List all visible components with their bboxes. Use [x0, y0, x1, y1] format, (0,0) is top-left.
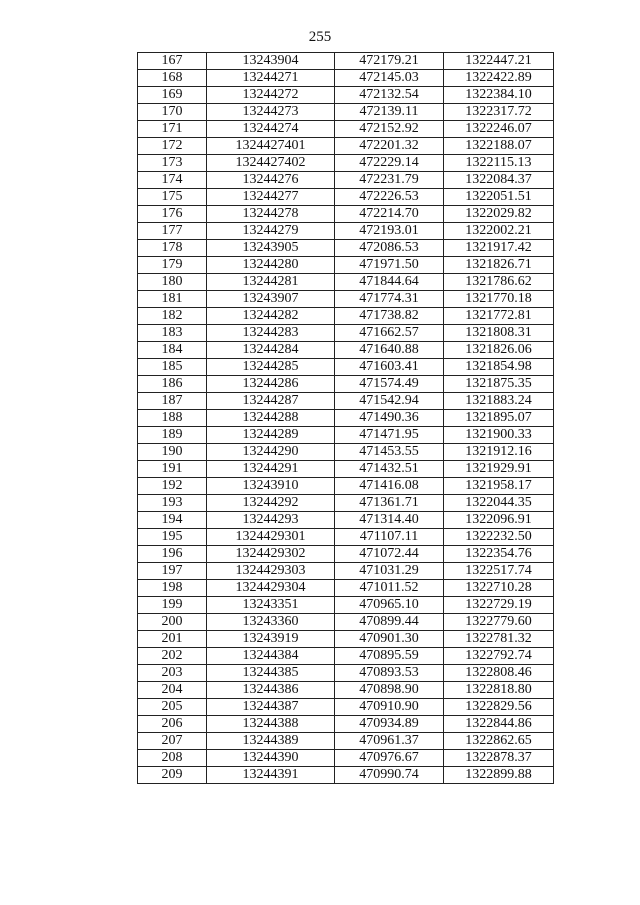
- x-coordinate-cell: 471031.29: [335, 563, 444, 580]
- table-row: [138, 291, 554, 308]
- row-index-cell: 203: [138, 665, 207, 682]
- x-coordinate-cell: 470990.74: [335, 767, 444, 784]
- table-row: [138, 682, 554, 699]
- point-id-cell: 13243919: [207, 631, 335, 648]
- y-coordinate-cell: 1322808.46: [444, 665, 554, 682]
- row-index-cell: 198: [138, 580, 207, 597]
- point-id-cell: 1324429303: [207, 563, 335, 580]
- y-coordinate-cell: 1322029.82: [444, 206, 554, 223]
- y-coordinate-cell: 1322779.60: [444, 614, 554, 631]
- x-coordinate-cell: 470901.30: [335, 631, 444, 648]
- x-coordinate-cell: 472201.32: [335, 138, 444, 155]
- table-row: [138, 53, 554, 70]
- row-index-cell: 183: [138, 325, 207, 342]
- row-index-cell: 194: [138, 512, 207, 529]
- y-coordinate-cell: 1322115.13: [444, 155, 554, 172]
- y-coordinate-cell: 1321883.24: [444, 393, 554, 410]
- y-coordinate-cell: 1322517.74: [444, 563, 554, 580]
- row-index-cell: 172: [138, 138, 207, 155]
- point-id-cell: 13243351: [207, 597, 335, 614]
- x-coordinate-cell: 470934.89: [335, 716, 444, 733]
- x-coordinate-cell: 470898.90: [335, 682, 444, 699]
- x-coordinate-cell: 472226.53: [335, 189, 444, 206]
- y-coordinate-cell: 1321826.06: [444, 342, 554, 359]
- y-coordinate-cell: 1322781.32: [444, 631, 554, 648]
- y-coordinate-cell: 1322051.51: [444, 189, 554, 206]
- y-coordinate-cell: 1322084.37: [444, 172, 554, 189]
- point-id-cell: 13244281: [207, 274, 335, 291]
- point-id-cell: 13244384: [207, 648, 335, 665]
- x-coordinate-cell: 471471.95: [335, 427, 444, 444]
- y-coordinate-cell: 1321929.91: [444, 461, 554, 478]
- point-id-cell: 13244293: [207, 512, 335, 529]
- point-id-cell: 13244278: [207, 206, 335, 223]
- point-id-cell: 13244273: [207, 104, 335, 121]
- table-row: [138, 563, 554, 580]
- row-index-cell: 209: [138, 767, 207, 784]
- row-index-cell: 177: [138, 223, 207, 240]
- row-index-cell: 190: [138, 444, 207, 461]
- y-coordinate-cell: 1322044.35: [444, 495, 554, 512]
- point-id-cell: 13243907: [207, 291, 335, 308]
- point-id-cell: 1324429304: [207, 580, 335, 597]
- row-index-cell: 197: [138, 563, 207, 580]
- table-row: [138, 393, 554, 410]
- x-coordinate-cell: 471738.82: [335, 308, 444, 325]
- row-index-cell: 191: [138, 461, 207, 478]
- table-row: [138, 427, 554, 444]
- y-coordinate-cell: 1322729.19: [444, 597, 554, 614]
- x-coordinate-cell: 472132.54: [335, 87, 444, 104]
- row-index-cell: 205: [138, 699, 207, 716]
- table-row: [138, 121, 554, 138]
- y-coordinate-cell: 1322829.56: [444, 699, 554, 716]
- table-row: [138, 597, 554, 614]
- row-index-cell: 199: [138, 597, 207, 614]
- table-row: [138, 699, 554, 716]
- x-coordinate-cell: 471603.41: [335, 359, 444, 376]
- row-index-cell: 195: [138, 529, 207, 546]
- y-coordinate-cell: 1321786.62: [444, 274, 554, 291]
- row-index-cell: 192: [138, 478, 207, 495]
- point-id-cell: 13244390: [207, 750, 335, 767]
- point-id-cell: 13244277: [207, 189, 335, 206]
- x-coordinate-cell: 471774.31: [335, 291, 444, 308]
- y-coordinate-cell: 1322232.50: [444, 529, 554, 546]
- x-coordinate-cell: 471361.71: [335, 495, 444, 512]
- point-id-cell: 13244283: [207, 325, 335, 342]
- x-coordinate-cell: 470895.59: [335, 648, 444, 665]
- point-id-cell: 13244276: [207, 172, 335, 189]
- table-row: [138, 529, 554, 546]
- point-id-cell: 13244282: [207, 308, 335, 325]
- y-coordinate-cell: 1321770.18: [444, 291, 554, 308]
- table-row: [138, 359, 554, 376]
- point-id-cell: 13244286: [207, 376, 335, 393]
- row-index-cell: 168: [138, 70, 207, 87]
- table-row: [138, 750, 554, 767]
- x-coordinate-cell: 471844.64: [335, 274, 444, 291]
- y-coordinate-cell: 1321900.33: [444, 427, 554, 444]
- row-index-cell: 193: [138, 495, 207, 512]
- row-index-cell: 208: [138, 750, 207, 767]
- row-index-cell: 207: [138, 733, 207, 750]
- coordinates-table: [137, 52, 554, 784]
- point-id-cell: 13244385: [207, 665, 335, 682]
- page-number: 255: [308, 29, 332, 45]
- table-row: [138, 631, 554, 648]
- point-id-cell: 1324427402: [207, 155, 335, 172]
- table-row: [138, 495, 554, 512]
- row-index-cell: 175: [138, 189, 207, 206]
- y-coordinate-cell: 1322317.72: [444, 104, 554, 121]
- point-id-cell: 13244274: [207, 121, 335, 138]
- y-coordinate-cell: 1322096.91: [444, 512, 554, 529]
- row-index-cell: 181: [138, 291, 207, 308]
- point-id-cell: 13244272: [207, 87, 335, 104]
- table-row: [138, 70, 554, 87]
- x-coordinate-cell: 471453.55: [335, 444, 444, 461]
- table-row: [138, 87, 554, 104]
- x-coordinate-cell: 471072.44: [335, 546, 444, 563]
- point-id-cell: 13244388: [207, 716, 335, 733]
- point-id-cell: 13244271: [207, 70, 335, 87]
- point-id-cell: 13244386: [207, 682, 335, 699]
- x-coordinate-cell: 470976.67: [335, 750, 444, 767]
- x-coordinate-cell: 471107.11: [335, 529, 444, 546]
- table-row: [138, 478, 554, 495]
- y-coordinate-cell: 1321958.17: [444, 478, 554, 495]
- y-coordinate-cell: 1321772.81: [444, 308, 554, 325]
- y-coordinate-cell: 1321917.42: [444, 240, 554, 257]
- table-row: [138, 733, 554, 750]
- table-row: [138, 240, 554, 257]
- row-index-cell: 186: [138, 376, 207, 393]
- row-index-cell: 188: [138, 410, 207, 427]
- y-coordinate-cell: 1321875.35: [444, 376, 554, 393]
- point-id-cell: 13244288: [207, 410, 335, 427]
- point-id-cell: 13244290: [207, 444, 335, 461]
- x-coordinate-cell: 471542.94: [335, 393, 444, 410]
- x-coordinate-cell: 472152.92: [335, 121, 444, 138]
- x-coordinate-cell: 472145.03: [335, 70, 444, 87]
- y-coordinate-cell: 1322002.21: [444, 223, 554, 240]
- table-row: [138, 546, 554, 563]
- row-index-cell: 182: [138, 308, 207, 325]
- y-coordinate-cell: 1322844.86: [444, 716, 554, 733]
- row-index-cell: 180: [138, 274, 207, 291]
- row-index-cell: 201: [138, 631, 207, 648]
- table-row: [138, 104, 554, 121]
- y-coordinate-cell: 1321895.07: [444, 410, 554, 427]
- table-row: [138, 223, 554, 240]
- row-index-cell: 171: [138, 121, 207, 138]
- x-coordinate-cell: 472086.53: [335, 240, 444, 257]
- y-coordinate-cell: 1322354.76: [444, 546, 554, 563]
- row-index-cell: 189: [138, 427, 207, 444]
- row-index-cell: 184: [138, 342, 207, 359]
- x-coordinate-cell: 470961.37: [335, 733, 444, 750]
- point-id-cell: 1324429301: [207, 529, 335, 546]
- x-coordinate-cell: 471490.36: [335, 410, 444, 427]
- row-index-cell: 185: [138, 359, 207, 376]
- y-coordinate-cell: 1322862.65: [444, 733, 554, 750]
- point-id-cell: 13243910: [207, 478, 335, 495]
- y-coordinate-cell: 1321826.71: [444, 257, 554, 274]
- x-coordinate-cell: 472139.11: [335, 104, 444, 121]
- table-row: [138, 138, 554, 155]
- table-row: [138, 206, 554, 223]
- table-row: [138, 189, 554, 206]
- y-coordinate-cell: 1321808.31: [444, 325, 554, 342]
- x-coordinate-cell: 472193.01: [335, 223, 444, 240]
- y-coordinate-cell: 1322246.07: [444, 121, 554, 138]
- x-coordinate-cell: 471662.57: [335, 325, 444, 342]
- x-coordinate-cell: 470899.44: [335, 614, 444, 631]
- point-id-cell: 13244287: [207, 393, 335, 410]
- row-index-cell: 169: [138, 87, 207, 104]
- point-id-cell: 13244292: [207, 495, 335, 512]
- x-coordinate-cell: 470910.90: [335, 699, 444, 716]
- table-row: [138, 665, 554, 682]
- table-row: [138, 308, 554, 325]
- x-coordinate-cell: 472214.70: [335, 206, 444, 223]
- table-row: [138, 580, 554, 597]
- table-row: [138, 376, 554, 393]
- point-id-cell: 13244285: [207, 359, 335, 376]
- row-index-cell: 174: [138, 172, 207, 189]
- x-coordinate-cell: 472229.14: [335, 155, 444, 172]
- y-coordinate-cell: 1322447.21: [444, 53, 554, 70]
- point-id-cell: 13244280: [207, 257, 335, 274]
- table-row: [138, 614, 554, 631]
- y-coordinate-cell: 1322899.88: [444, 767, 554, 784]
- table-row: [138, 767, 554, 784]
- y-coordinate-cell: 1322188.07: [444, 138, 554, 155]
- row-index-cell: 196: [138, 546, 207, 563]
- row-index-cell: 170: [138, 104, 207, 121]
- point-id-cell: 13244391: [207, 767, 335, 784]
- x-coordinate-cell: 472231.79: [335, 172, 444, 189]
- row-index-cell: 176: [138, 206, 207, 223]
- row-index-cell: 200: [138, 614, 207, 631]
- point-id-cell: 13243360: [207, 614, 335, 631]
- x-coordinate-cell: 471314.40: [335, 512, 444, 529]
- y-coordinate-cell: 1322792.74: [444, 648, 554, 665]
- point-id-cell: 13244387: [207, 699, 335, 716]
- row-index-cell: 179: [138, 257, 207, 274]
- table-row: [138, 444, 554, 461]
- y-coordinate-cell: 1322878.37: [444, 750, 554, 767]
- table-row: [138, 410, 554, 427]
- x-coordinate-cell: 471416.08: [335, 478, 444, 495]
- x-coordinate-cell: 471432.51: [335, 461, 444, 478]
- y-coordinate-cell: 1322384.10: [444, 87, 554, 104]
- row-index-cell: 178: [138, 240, 207, 257]
- table-row: [138, 716, 554, 733]
- x-coordinate-cell: 471574.49: [335, 376, 444, 393]
- table-row: [138, 155, 554, 172]
- table-row: [138, 342, 554, 359]
- x-coordinate-cell: 472179.21: [335, 53, 444, 70]
- table-row: [138, 257, 554, 274]
- point-id-cell: 13243904: [207, 53, 335, 70]
- table-row: [138, 274, 554, 291]
- x-coordinate-cell: 470965.10: [335, 597, 444, 614]
- table-row: [138, 172, 554, 189]
- coordinates-table-body: [138, 53, 554, 784]
- x-coordinate-cell: 471011.52: [335, 580, 444, 597]
- row-index-cell: 202: [138, 648, 207, 665]
- row-index-cell: 206: [138, 716, 207, 733]
- point-id-cell: 13244291: [207, 461, 335, 478]
- point-id-cell: 13244289: [207, 427, 335, 444]
- table-row: [138, 648, 554, 665]
- x-coordinate-cell: 470893.53: [335, 665, 444, 682]
- table-row: [138, 325, 554, 342]
- row-index-cell: 204: [138, 682, 207, 699]
- x-coordinate-cell: 471640.88: [335, 342, 444, 359]
- point-id-cell: 1324427401: [207, 138, 335, 155]
- point-id-cell: 13244389: [207, 733, 335, 750]
- row-index-cell: 173: [138, 155, 207, 172]
- point-id-cell: 13243905: [207, 240, 335, 257]
- row-index-cell: 167: [138, 53, 207, 70]
- y-coordinate-cell: 1322710.28: [444, 580, 554, 597]
- point-id-cell: 13244279: [207, 223, 335, 240]
- y-coordinate-cell: 1322422.89: [444, 70, 554, 87]
- point-id-cell: 13244284: [207, 342, 335, 359]
- table-row: [138, 461, 554, 478]
- y-coordinate-cell: 1321912.16: [444, 444, 554, 461]
- y-coordinate-cell: 1322818.80: [444, 682, 554, 699]
- row-index-cell: 187: [138, 393, 207, 410]
- point-id-cell: 1324429302: [207, 546, 335, 563]
- x-coordinate-cell: 471971.50: [335, 257, 444, 274]
- table-row: [138, 512, 554, 529]
- y-coordinate-cell: 1321854.98: [444, 359, 554, 376]
